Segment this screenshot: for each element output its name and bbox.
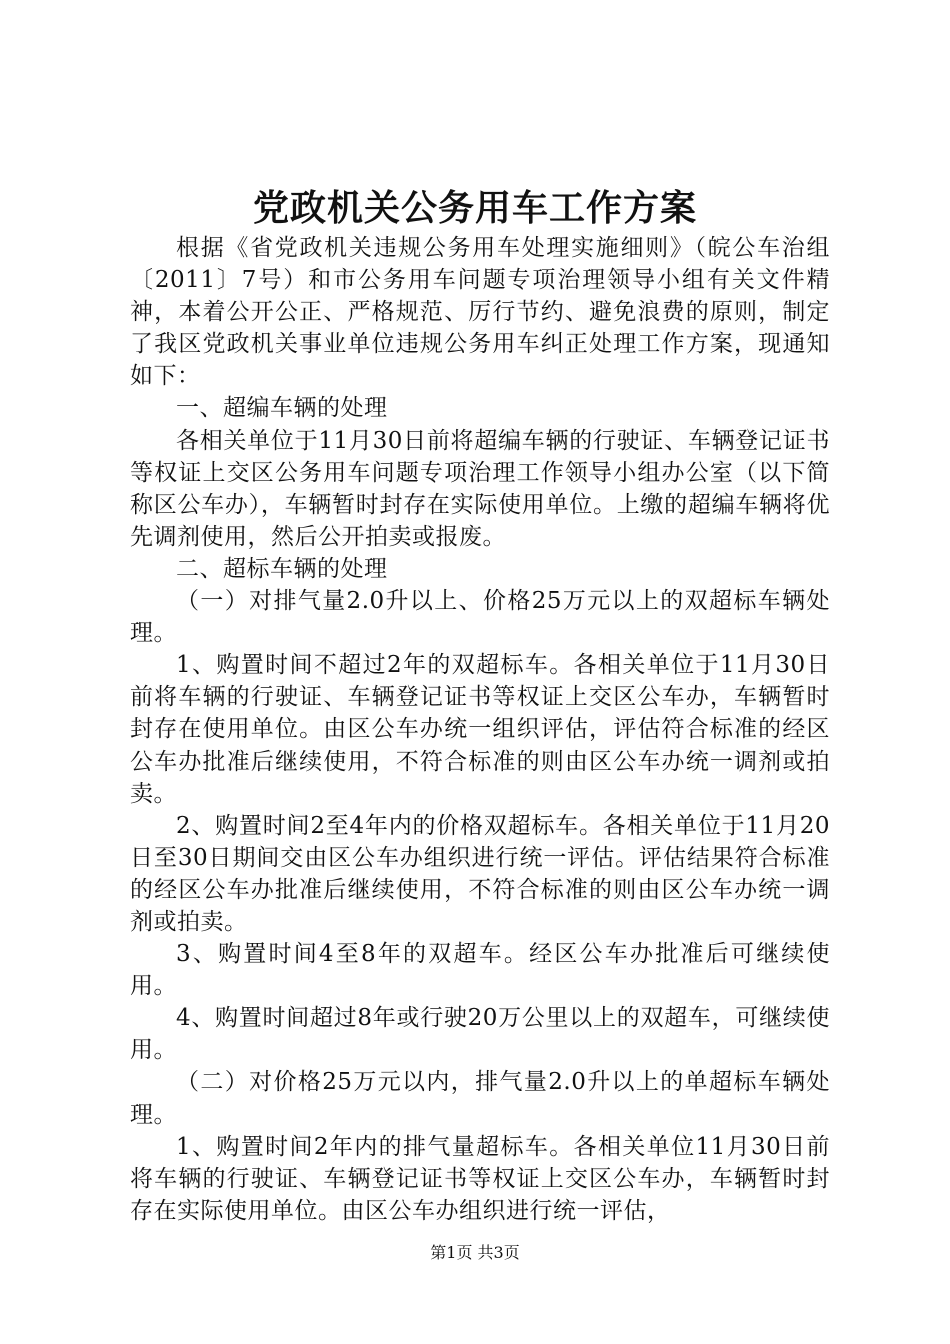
intro-paragraph: 根据《省党政机关违规公务用车处理实施细则》（皖公车治组〔2011〕7号）和市公务用车问题专项治理领导小组有关文件精神，本着公开公正、严格规范、厉行节约、避免浪费的原则，制定了我区党政机关事业单位违规公务用车纠正处理工作方案，现通知如下： xyxy=(130,235,830,390)
section-heading-2: 二、超标车辆的处理 xyxy=(176,555,388,582)
page-number: 第1页 共3页 xyxy=(430,1243,520,1262)
item-2-paragraph: 2、购置时间2至4年内的价格双超标车。各相关单位于11月20日至30日期间交由区公车办组织进行统一评估。评估结果符合标准的经区公车办批准后继续使用，不符合标准的则由区公车办统一调剂或拍卖。 xyxy=(130,812,830,935)
subsection-heading-1: （一）对排气量2.0升以上、价格25万元以上的双超标车辆处理。 xyxy=(130,588,830,647)
item-4-paragraph: 4、购置时间超过8年或行驶20万公里以上的双超车，可继续使用。 xyxy=(130,1005,830,1064)
subsection-heading-2: （二）对价格25万元以内，排气量2.0升以上的单超标车辆处理。 xyxy=(130,1069,830,1128)
section-1-paragraph: 各相关单位于11月30日前将超编车辆的行驶证、车辆登记证书等权证上交区公务用车问题专项治理工作领导小组办公室（以下简称区公车办），车辆暂时封存在实际使用单位。上缴的超编车辆将优先调剂使用，然后公开拍卖或报废。 xyxy=(130,427,830,550)
subsection-2-item-1-paragraph: 1、购置时间2年内的排气量超标车。各相关单位11月30日前将车辆的行驶证、车辆登记证书等权证上交区公车办，车辆暂时封存在实际使用单位。由区公车办组织进行统一评估， xyxy=(130,1133,830,1224)
document-title: 党政机关公务用车工作方案 xyxy=(252,187,697,229)
item-1-paragraph: 1、购置时间不超过2年的双超标车。各相关单位于11月30日前将车辆的行驶证、车辆登记证书等权证上交区公车办，车辆暂时封存在使用单位。由区公车办统一组织评估，评估符合标准的经区公车办批准后继续使用，不符合标准的则由区公车办统一调剂或拍卖。 xyxy=(130,652,830,807)
document-body xyxy=(130,232,830,1227)
section-heading-1: 一、超编车辆的处理 xyxy=(176,395,388,422)
item-3-paragraph: 3、购置时间4至8年的双超车。经区公车办批准后可继续使用。 xyxy=(130,941,830,1000)
